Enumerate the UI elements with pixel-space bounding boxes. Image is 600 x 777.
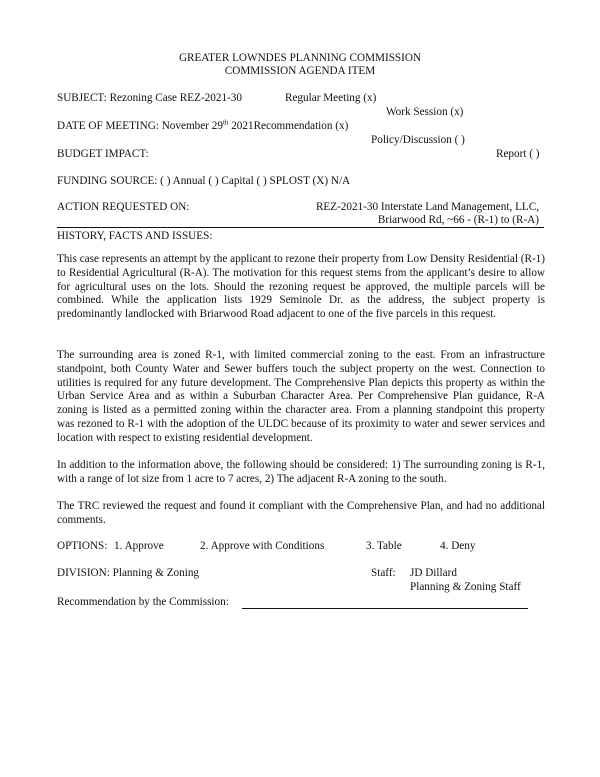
section-divider xyxy=(57,227,544,228)
regular-meeting-flag: Regular Meeting (x) xyxy=(285,92,377,104)
subject-row xyxy=(57,92,242,105)
paragraph-trc-review: The TRC reviewed the request and found it compliant with the Comprehensive Plan, and had no additional comments. xyxy=(57,500,545,526)
history-heading: HISTORY, FACTS AND ISSUES: xyxy=(57,230,213,242)
option-approve-with-conditions: 2. Approve with Conditions xyxy=(200,540,325,552)
meeting-date: November 29th 2021 xyxy=(161,118,254,132)
paragraph-request: This case represents an attempt by the applicant to rezone their property from Low Density Residential (R-1) to Residential Agricultural (R-A). The motivation for this request stems from the applicant’s desire to allow for agricultural uses on the lots. Should the rezoning request be approved, the multiple parcels will be combined. While the application lists 1929 Seminole Dr. as the address, the subject property is predominantly landlocked with Briarwood Road adjacent to one of the five parcels in this request. xyxy=(57,253,545,321)
staff-role: Planning & Zoning Staff xyxy=(410,581,521,593)
action-requested-label: ACTION REQUESTED ON: xyxy=(57,201,190,213)
work-session-flag: Work Session (x) xyxy=(386,106,464,118)
budget-impact-label: BUDGET IMPACT: xyxy=(57,148,149,160)
subject-value: Rezoning Case REZ-2021-30 xyxy=(109,92,242,104)
option-table: 3. Table xyxy=(366,540,402,552)
report-flag: Report ( ) xyxy=(496,148,540,160)
options-label: OPTIONS: xyxy=(57,540,108,552)
action-property-line: Briarwood Rd, ~66 - (R-1) to (R-A) xyxy=(377,214,539,226)
meeting-date-label: DATE OF MEETING: xyxy=(57,120,159,132)
meeting-date-row xyxy=(57,120,348,133)
subject-label: SUBJECT: xyxy=(57,92,107,104)
division-label: DIVISION: xyxy=(57,567,110,579)
paragraph-surrounding-area: The surrounding area is zoned R-1, with limited commercial zoning to the east. From an infrastructure standpoint, both County Water and Sewer buffers touch the subject property on the west. Connection to utilities is required for any future development. The Comprehensive Plan depicts this property as within the Urban Service Area and as within a Suburban Character Area. Per Comprehensive Plan guidance, R-A zoning is listed as a permitted zoning within the character area. From a planning standpoint this property was rezoned to R-1 with the adoption of the ULDC because of its proximity to water and sewer services and location with respect to existing residential development. xyxy=(57,349,545,444)
action-case-line: REZ-2021-30 Interstate Land Management, LLC, xyxy=(315,201,539,213)
option-approve: 1. Approve xyxy=(114,540,164,552)
recommendation-flag: Recommendation (x) xyxy=(253,120,349,132)
division-row xyxy=(57,567,199,580)
staff-name: JD Dillard xyxy=(410,567,457,579)
policy-discussion-flag: Policy/Discussion ( ) xyxy=(371,134,465,146)
option-deny: 4. Deny xyxy=(440,540,476,552)
division-value: Planning & Zoning xyxy=(112,567,200,579)
funding-source: FUNDING SOURCE: ( ) Annual ( ) Capital ( ) SPLOST (X) N/A xyxy=(57,175,351,187)
recommendation-signature-line xyxy=(242,608,528,609)
agenda-item-title: COMMISSION AGENDA ITEM xyxy=(224,65,376,77)
paragraph-considerations: In addition to the information above, the following should be considered: 1) The surrounding zoning is R-1, with a range of lot size from 1 acre to 7 acres, 2) The adjacent R-A zoning to the south. xyxy=(57,459,545,485)
recommendation-label: Recommendation by the Commission: xyxy=(57,596,229,608)
staff-label: Staff: xyxy=(371,567,396,579)
org-title: GREATER LOWNDES PLANNING COMMISSION xyxy=(178,52,422,64)
